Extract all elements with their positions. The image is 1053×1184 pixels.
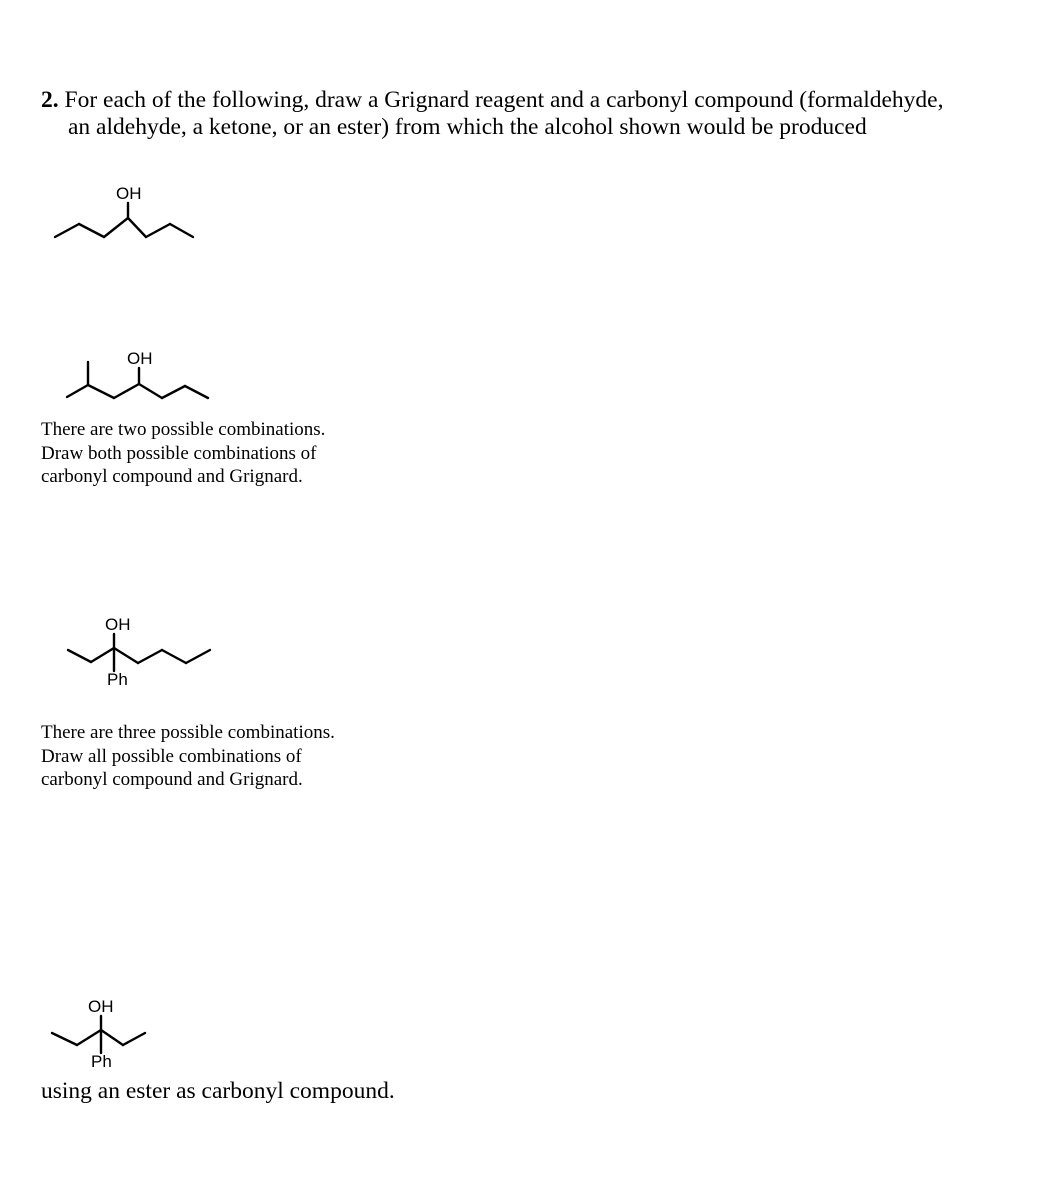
structure-d-note: using an ester as carbonyl compound. bbox=[41, 1078, 395, 1104]
structure-b-bond bbox=[114, 384, 139, 398]
question-text-line2: an aldehyde, a ketone, or an ester) from which the alcohol shown would be produced bbox=[68, 114, 867, 140]
structure-b-note-line: Draw both possible combinations of bbox=[41, 442, 317, 464]
structure-c-note-line: carbonyl compound and Grignard. bbox=[41, 769, 303, 790]
structure-c-note bbox=[41, 721, 335, 792]
structure-d-phenyl-tertiary-alcohol bbox=[45, 990, 155, 1075]
structure-d-bond bbox=[123, 1033, 145, 1045]
structure-c-bond bbox=[68, 650, 91, 662]
question-prompt bbox=[41, 87, 1031, 141]
structure-d-oh-label: OH bbox=[88, 997, 114, 1016]
structure-b-note bbox=[41, 418, 325, 489]
structure-b-branched-alcohol bbox=[60, 345, 220, 410]
structure-b-bond bbox=[67, 385, 88, 397]
structure-a-bond bbox=[104, 218, 128, 237]
structure-d-bond bbox=[77, 1030, 101, 1045]
question-text-line1: For each of the following, draw a Grignard reagent and a carbonyl compound (formaldehyde, bbox=[58, 87, 944, 113]
structure-b-note-line: carbonyl compound and Grignard. bbox=[41, 466, 303, 487]
structure-b-oh-label: OH bbox=[127, 349, 153, 368]
structure-b-bond bbox=[185, 386, 208, 398]
structure-c-phenyl-tertiary-alcohol bbox=[60, 610, 220, 695]
structure-a-bond bbox=[79, 224, 104, 237]
structure-a-bond bbox=[128, 218, 146, 237]
structure-a-bond bbox=[170, 224, 193, 237]
structure-c-bond bbox=[138, 650, 162, 663]
structure-c-note-line: There are three possible combinations. bbox=[41, 722, 335, 743]
structure-b-note-line: There are two possible combinations. bbox=[41, 419, 326, 440]
structure-d-ph-label: Ph bbox=[91, 1052, 112, 1071]
structure-a-bond bbox=[55, 224, 79, 237]
structure-a-heptan-4-ol bbox=[50, 180, 200, 245]
structure-b-bond bbox=[162, 386, 185, 398]
structure-a-oh-label: OH bbox=[116, 184, 142, 203]
structure-c-bond bbox=[186, 650, 210, 663]
question-number: 2. bbox=[41, 87, 59, 113]
structure-c-bond bbox=[91, 648, 114, 662]
structure-a-bond bbox=[146, 224, 170, 237]
structure-c-ph-label: Ph bbox=[107, 670, 128, 689]
structure-b-bond bbox=[139, 384, 162, 398]
structure-d-bond bbox=[52, 1033, 77, 1045]
structure-c-bond bbox=[114, 648, 138, 663]
structure-d-bond bbox=[101, 1030, 123, 1045]
structure-c-oh-label: OH bbox=[105, 615, 131, 634]
structure-c-note-line: Draw all possible combinations of bbox=[41, 745, 302, 767]
structure-b-bond bbox=[88, 385, 114, 398]
structure-c-bond bbox=[162, 650, 186, 663]
